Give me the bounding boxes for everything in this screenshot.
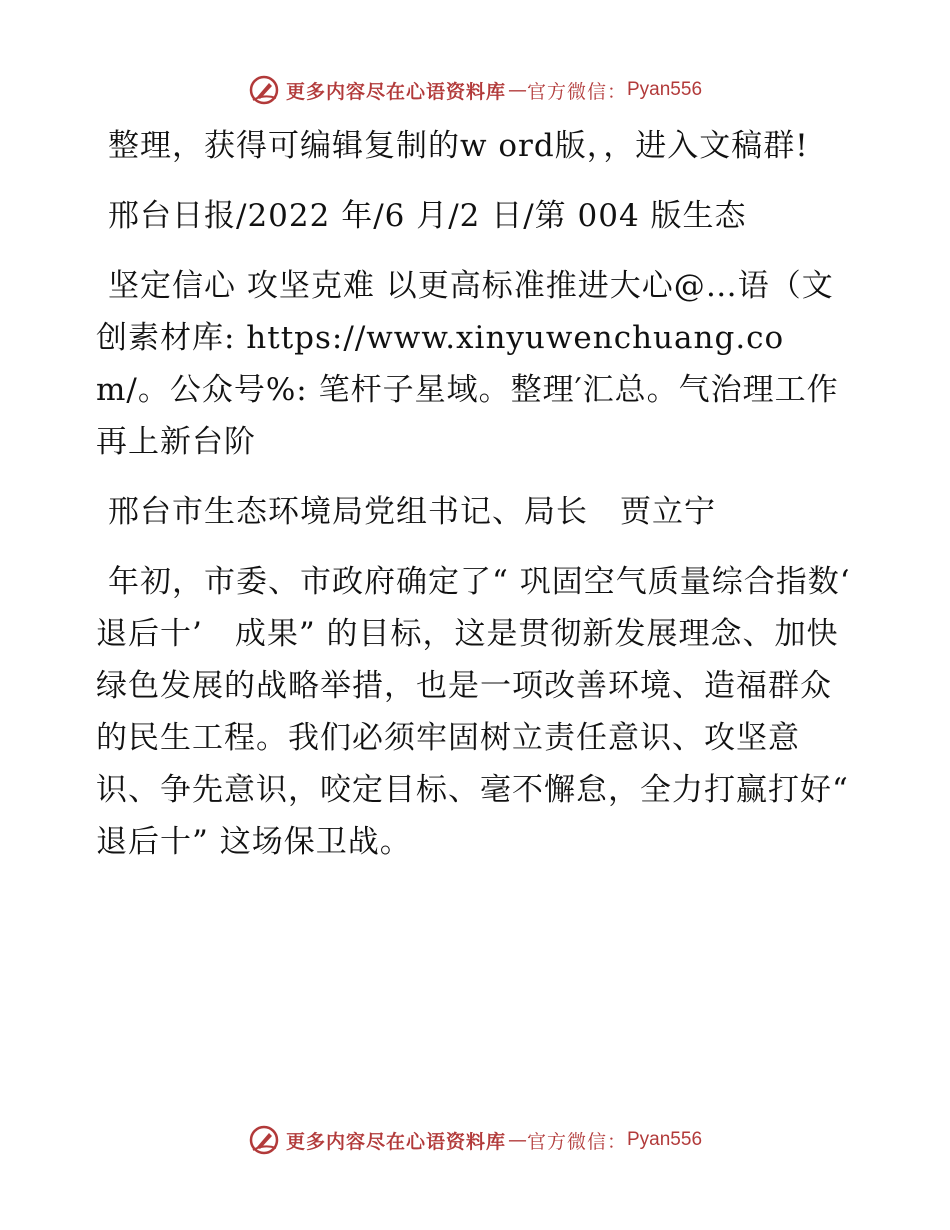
banner-wechat-id: Pyan556 <box>627 1129 703 1150</box>
paragraph: 整理，获得可编辑复制的w ord版，，进入文稿群! <box>108 128 809 164</box>
banner-dash: — <box>507 79 525 101</box>
paragraph: 邢台市生态环境局党组书记、局长 贾立宁 <box>108 494 716 530</box>
pen-logo-icon <box>248 74 280 106</box>
banner-sub-text: 官方微信： <box>526 80 627 103</box>
paragraph: 年初，市委、市政府确定了“ 巩固空气质量综合指数‘ 退后十’ 成果” 的目标，这是贯彻新发展理念、加快绿色发展的战略举措，也是一项改善环境、造福群众的民生工程。我们必须牢固树立责任意识、攻坚意识、争先意识，咬定目标、毫不懈怠，全力打赢打好“ 退后十” 这场保卫战。 <box>96 564 851 860</box>
header-banner <box>0 70 950 110</box>
banner-dash: — <box>507 1129 525 1151</box>
paragraph: 坚定信心 攻坚克难 以更高标准推进大心@…语（文创素材库: https://www.xinyuwenchuang.com/。公众号%: 笔杆子星域。整理′汇总。气治理工作再上新台阶 <box>96 268 839 460</box>
banner-sub-text: 官方微信： <box>526 1130 627 1153</box>
footer-banner <box>0 1120 950 1160</box>
paragraph: 邢台日报/2022 年/6 月/2 日/第 004 版生态 <box>108 198 747 234</box>
banner-main-text: 更多内容尽在心语资料库 <box>285 80 506 103</box>
banner-wechat-id: Pyan556 <box>627 79 703 100</box>
document-body <box>96 120 856 886</box>
banner-main-text: 更多内容尽在心语资料库 <box>285 1130 506 1153</box>
pen-logo-icon <box>248 1124 280 1156</box>
